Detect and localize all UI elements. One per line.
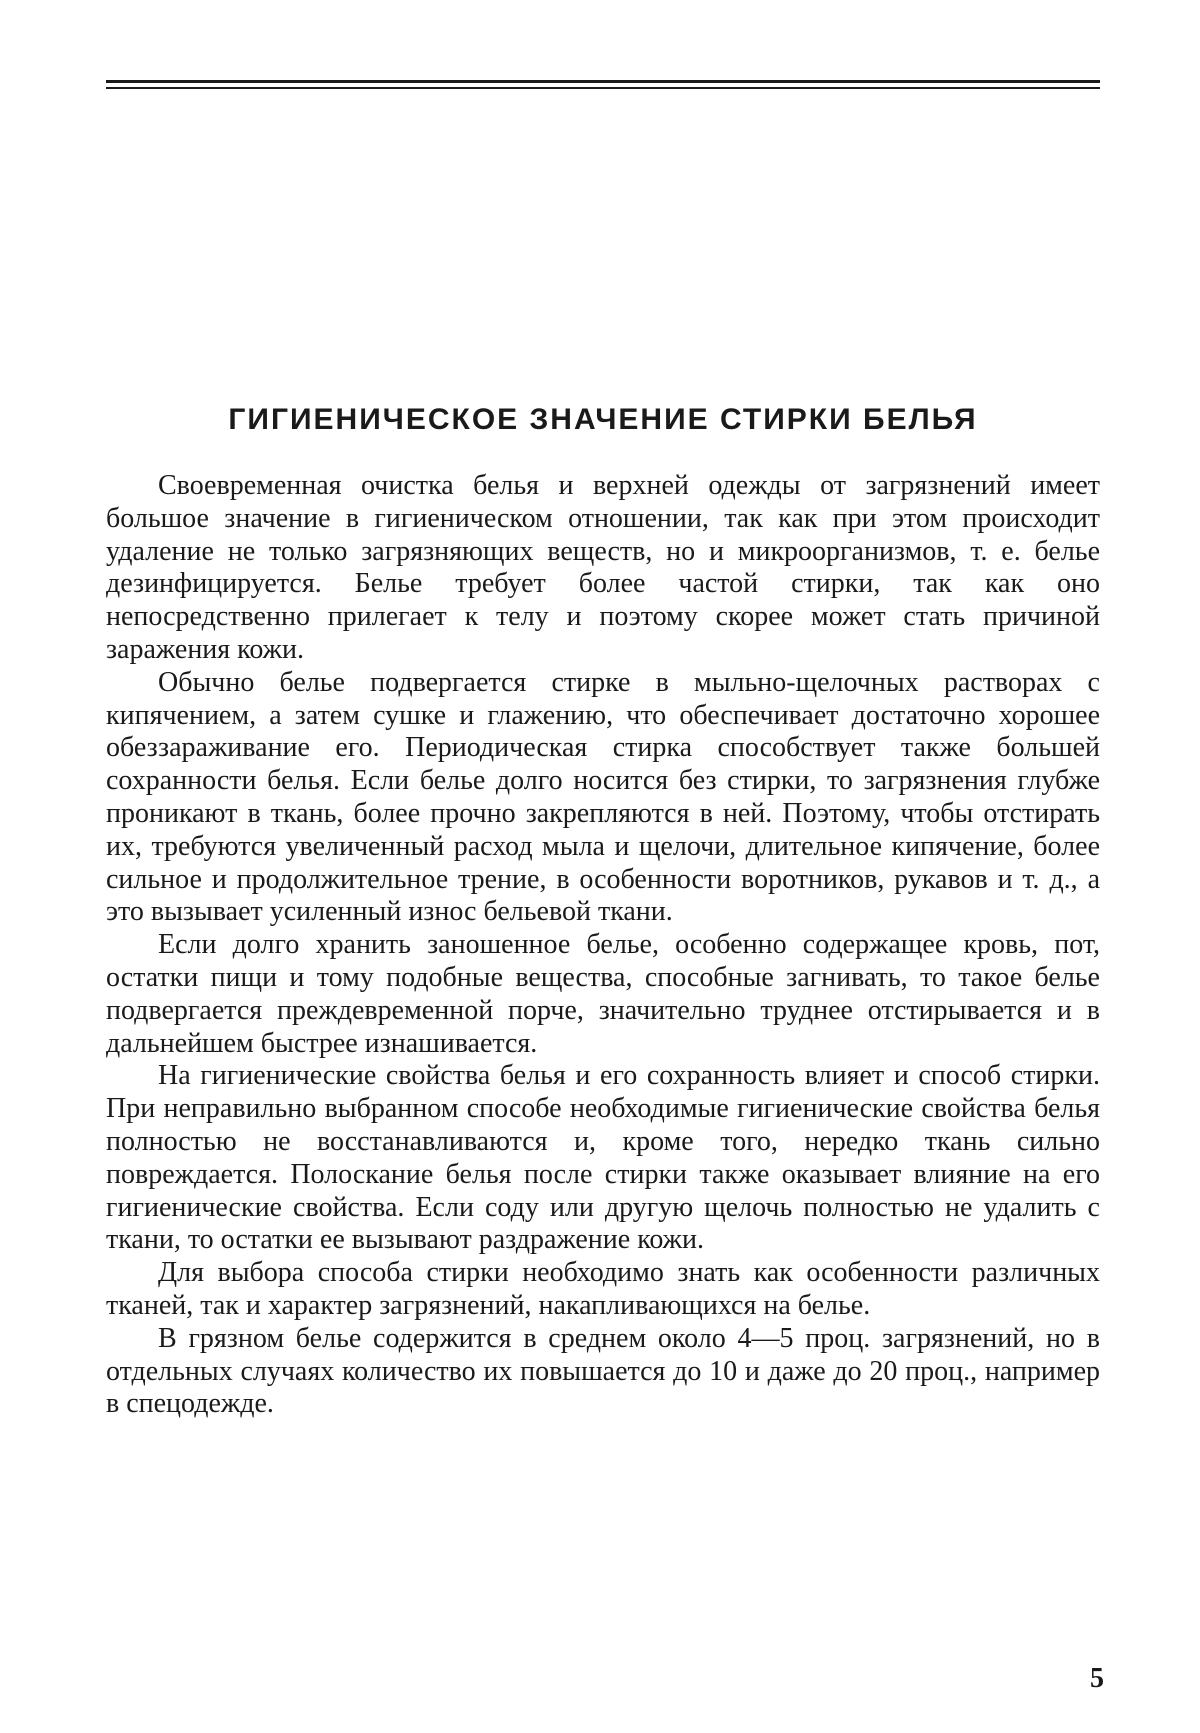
paragraph: Для выбора способа стирки необходимо знать как особенности различных тканей, так и характер загрязнений, накапливающихся на белье. [106, 1257, 1100, 1321]
body-text [106, 470, 1100, 1421]
header-rule [106, 80, 1100, 83]
header-rule-thin [106, 87, 1100, 89]
page-number: 5 [1090, 1663, 1104, 1694]
section-heading: ГИГИЕНИЧЕСКОЕ ЗНАЧЕНИЕ СТИРКИ БЕЛЬЯ [228, 403, 978, 436]
paragraph: Если долго хранить заношенное белье, особенно содержащее кровь, пот, остатки пищи и тому подобные вещества, способные загнивать, то такое белье подвергается преждевременной порче, значительно труднее отстирывается и в дальнейшем быстрее изнашивается. [106, 929, 1100, 1059]
paragraph: Своевременная очистка белья и верхней одежды от загрязнений имеет большое значение в гигиеническом отношении, так как при этом происходит удаление не только загрязняющих веществ, но и микроорганизмов, т. е. белье дезинфицируется. Белье требует более частой стирки, так как оно непосредственно прилегает к телу и поэтому скорее может стать причиной заражения кожи. [106, 470, 1100, 665]
paragraph: Обычно белье подвергается стирке в мыльно-щелочных растворах с кипячением, а затем сушке и глажению, что обеспечивает достаточно хорошее обеззараживание его. Периодическая стирка способствует также большей сохранности белья. Если белье долго носится без стирки, то загрязнения глубже проникают в ткань, более прочно закрепляются в ней. Поэтому, чтобы отстирать их, требуются увеличенный расход мыла и щелочи, длительное кипячение, более сильное и продолжительное трение, в особенности воротников, рукавов и т. д., а это вызывает усиленный износ бельевой ткани. [106, 666, 1100, 928]
paragraph: В грязном белье содержится в среднем около 4—5 проц. загрязнений, но в отдельных случаях количество их повышается до 10 и даже до 20 проц., например в спецодежде. [106, 1322, 1100, 1420]
paragraph: На гигиенические свойства белья и его сохранность влияет и способ стирки. При неправильно выбранном способе необходимые гигиенические свойства белья полностью не восстанавливаются и, кроме того, нередко ткань сильно повреждается. Полоскание белья после стирки также оказывает влияние на его гигиенические свойства. Если соду или другую щелочь полностью не удалить с ткани, то остатки ее вызывают раздражение кожи. [106, 1060, 1100, 1256]
